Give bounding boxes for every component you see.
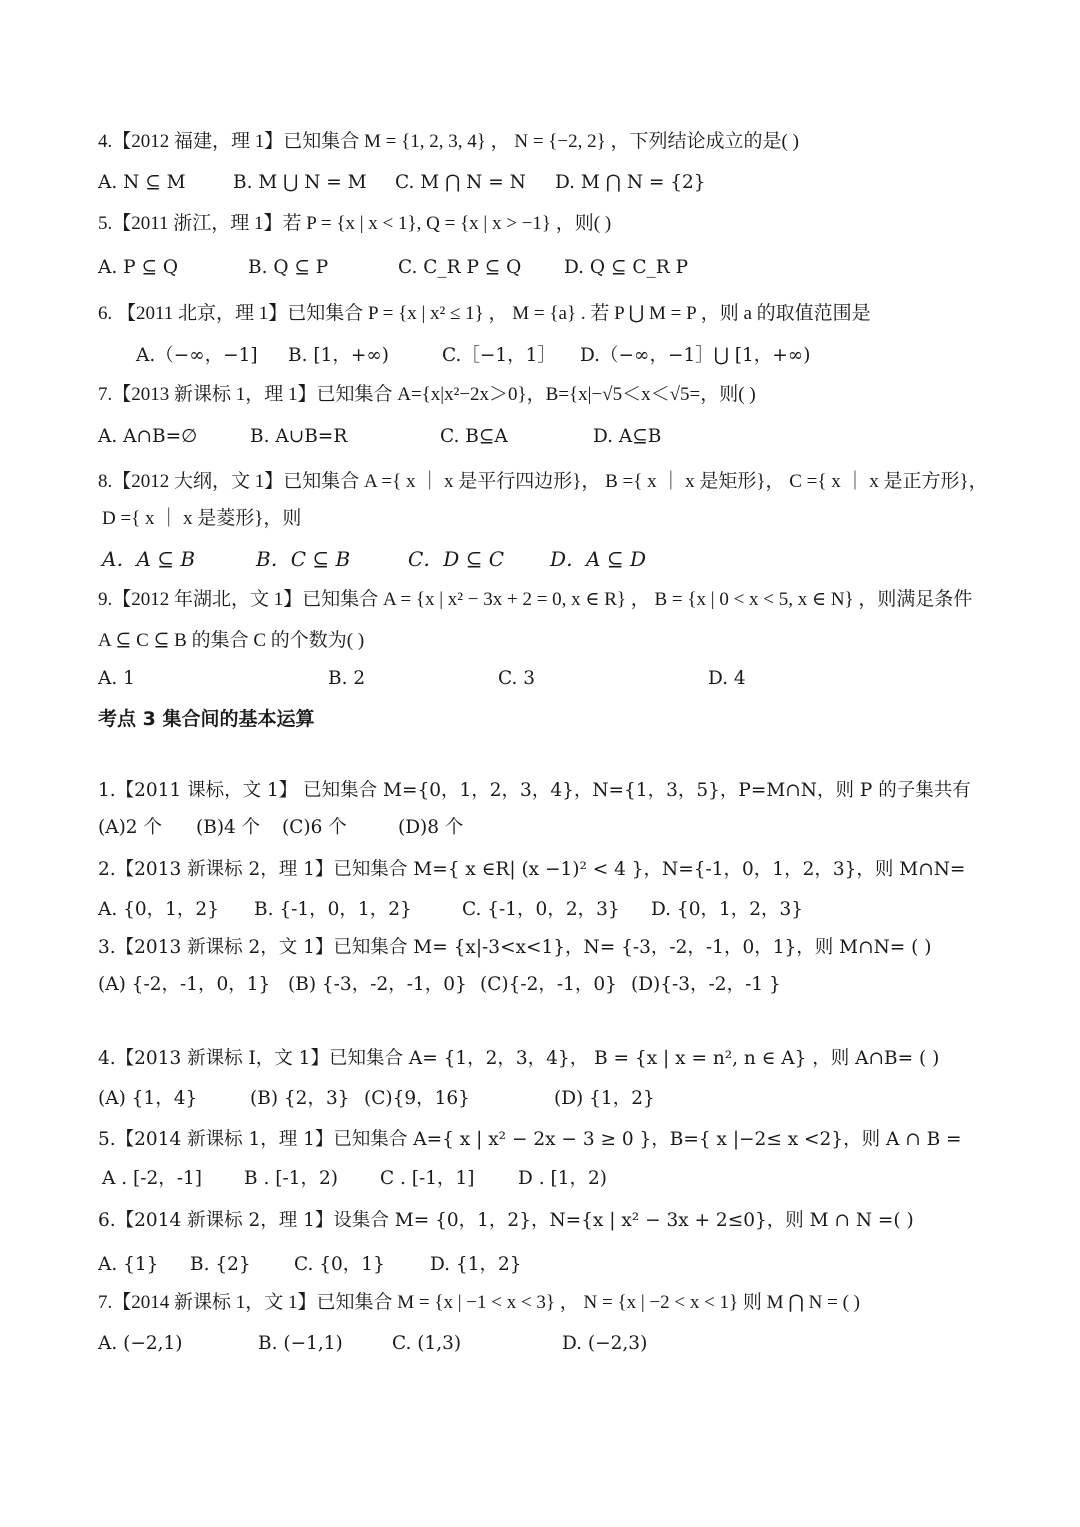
option-c: C. {0，1} xyxy=(294,1254,385,1275)
option-a: A. (−2,1) xyxy=(98,1333,183,1354)
option-b: B. {-1，0，1，2} xyxy=(254,899,412,920)
option-d: D . [1，2) xyxy=(518,1168,607,1189)
option-c: (C){-2，-1，0} xyxy=(480,974,617,995)
option-c: C. {-1，0，2，3} xyxy=(462,899,620,920)
option-b: B. Q ⊆ P xyxy=(248,257,329,278)
option-d: D. (−2,3) xyxy=(562,1333,648,1354)
option-d: D. Q ⊆ C_R P xyxy=(564,257,689,278)
option-d: D. A⊆B xyxy=(593,426,662,447)
option-d: D. 4 xyxy=(708,668,746,689)
s2-question-5-stem: 5.【2014 新课标 1，理 1】已知集合 A={ x | x² − 2x − 3 ≥ 0 }，B={ x |−2≤ x <2}，则 A ∩ B = xyxy=(98,1129,962,1150)
question-5-stem: 5.【2011 浙江，理 1】若 P = {x | x < 1}, Q = {x | x > −1} ，则( ) xyxy=(98,213,612,234)
option-d: D. {0，1，2，3} xyxy=(651,899,804,920)
question-4-stem: 4.【2012 福建，理 1】已知集合 M = {1, 2, 3, 4} ， N = {−2, 2} ，下列结论成立的是( ) xyxy=(98,131,799,152)
option-b: B. M ⋃ N = M xyxy=(233,172,367,193)
option-d: (D)8 个 xyxy=(398,817,464,838)
option-c: C . [-1，1] xyxy=(380,1168,475,1189)
question-9-stem-continued: A ⊆ C ⊆ B 的集合 C 的个数为( ) xyxy=(98,630,365,651)
option-c: C. B⊆A xyxy=(440,426,508,447)
option-b: B. (−1,1) xyxy=(258,1333,343,1354)
s2-question-6-options xyxy=(98,1251,1018,1279)
option-b: B. 2 xyxy=(328,668,366,689)
s2-question-1-stem: 1.【2011 课标，文 1】 已知集合 M={0，1，2，3，4}，N={1，3，5}，P=M∩N，则 P 的子集共有 xyxy=(98,780,971,801)
question-7-stem: 7.【2013 新课标 1，理 1】已知集合 A={x|x²−2x＞0}，B={x|−√5＜x＜√5=，则( ) xyxy=(98,384,756,405)
option-c: C. (1,3) xyxy=(392,1333,462,1354)
option-a: (A) {-2，-1，0，1} xyxy=(98,974,271,995)
option-d: D．A ⊆ D xyxy=(550,547,646,571)
option-a: (A) {1，4} xyxy=(98,1088,198,1109)
option-c: C.［−1，1］ xyxy=(442,345,556,366)
question-9-stem: 9.【2012 年湖北，文 1】已知集合 A = {x | x² − 3x + 2 = 0, x ∈ R} ， B = {x | 0 < x < 5, x ∈ N} ，则满足条件 xyxy=(98,589,973,610)
option-d: D. M ⋂ N = {2} xyxy=(555,172,706,193)
option-a: A . [-2，-1] xyxy=(102,1168,202,1189)
s2-question-6-stem: 6.【2014 新课标 2，理 1】设集合 M= {0，1，2}，N={x | x² − 3x + 2≤0}，则 M ∩ N =( ) xyxy=(98,1210,914,1231)
question-5-options xyxy=(98,254,1018,282)
section-heading: 考点 3 集合间的基本运算 xyxy=(98,708,315,730)
s2-question-3-stem: 3.【2013 新课标 2，文 1】已知集合 M= {x|-3<x<1}，N= {-3，-2，-1，0，1}，则 M∩N= ( ) xyxy=(98,937,932,958)
option-a: A.（−∞，−1] xyxy=(136,345,258,366)
question-8-stem: 8.【2012 大纲，文 1】已知集合 A ={ x ｜ x 是平行四边形}， B ={ x ｜ x 是矩形}， C ={ x ｜ x 是正方形}， xyxy=(98,471,988,492)
option-d: D. {1，2} xyxy=(430,1254,522,1275)
option-d: (D) {1，2} xyxy=(554,1088,655,1109)
question-6-stem: 6. 【2011 北京，理 1】已知集合 P = {x | x² ≤ 1} ， M = {a} . 若 P ⋃ M = P ，则 a 的取值范围是 xyxy=(98,303,871,324)
option-c: (C){9，16} xyxy=(364,1088,470,1109)
s2-question-4-options xyxy=(98,1085,1018,1113)
s2-question-1-options xyxy=(98,814,1018,842)
option-b: B . [-1，2) xyxy=(244,1168,338,1189)
s2-question-5-options xyxy=(98,1165,1018,1193)
option-b: B. A∪B=R xyxy=(250,426,348,447)
question-7-options xyxy=(98,423,1018,451)
option-b: B. {2} xyxy=(190,1254,251,1275)
option-a: A. A∩B=∅ xyxy=(98,426,198,447)
question-8-options xyxy=(98,545,1018,573)
option-b: (B) {2，3} xyxy=(250,1088,350,1109)
question-9-options xyxy=(98,665,1018,693)
option-a: A. {1} xyxy=(98,1254,159,1275)
option-a: A. {0，1，2} xyxy=(98,899,219,920)
option-b: B．C ⊆ B xyxy=(256,547,351,571)
option-b: (B) {-3，-2，-1，0} xyxy=(288,974,467,995)
s2-question-7-options xyxy=(98,1330,1018,1358)
s2-question-4-stem: 4.【2013 新课标 I，文 1】已知集合 A= {1，2，3，4}， B = {x | x = n², n ∈ A} ，则 A∩B= ( ) xyxy=(98,1048,940,1069)
s2-question-3-options xyxy=(98,971,1018,999)
option-a: (A)2 个 xyxy=(98,817,162,838)
question-4-options xyxy=(98,169,1018,197)
option-b: B. [1，+∞) xyxy=(288,345,389,366)
option-a: A. P ⊆ Q xyxy=(98,257,178,278)
s2-question-7-stem: 7.【2014 新课标 1，文 1】已知集合 M = {x | −1 < x < 3} ， N = {x | −2 < x < 1} 则 M ⋂ N = ( ) xyxy=(98,1292,860,1313)
option-c: (C)6 个 xyxy=(282,817,347,838)
s2-question-2-options xyxy=(98,896,1018,924)
option-a: A．A ⊆ B xyxy=(102,547,196,571)
option-d: D.（−∞，−1］⋃ [1，+∞) xyxy=(580,345,811,366)
option-c: C. 3 xyxy=(498,668,536,689)
option-d: (D){-3，-2，-1 } xyxy=(631,974,781,995)
option-b: (B)4 个 xyxy=(196,817,261,838)
option-c: C．D ⊆ C xyxy=(408,547,505,571)
s2-question-2-stem: 2.【2013 新课标 2，理 1】已知集合 M={ x ∈R| (x −1)² < 4 }，N={-1，0，1，2，3}，则 M∩N= xyxy=(98,859,966,880)
option-c: C. M ⋂ N = N xyxy=(395,172,526,193)
question-6-options xyxy=(98,342,1018,370)
option-a: A. 1 xyxy=(98,668,135,689)
option-c: C. C_R P ⊆ Q xyxy=(398,257,522,278)
option-a: A. N ⊆ M xyxy=(98,172,186,193)
question-8-stem-continued: D ={ x ｜ x 是菱形}，则 xyxy=(102,508,302,529)
